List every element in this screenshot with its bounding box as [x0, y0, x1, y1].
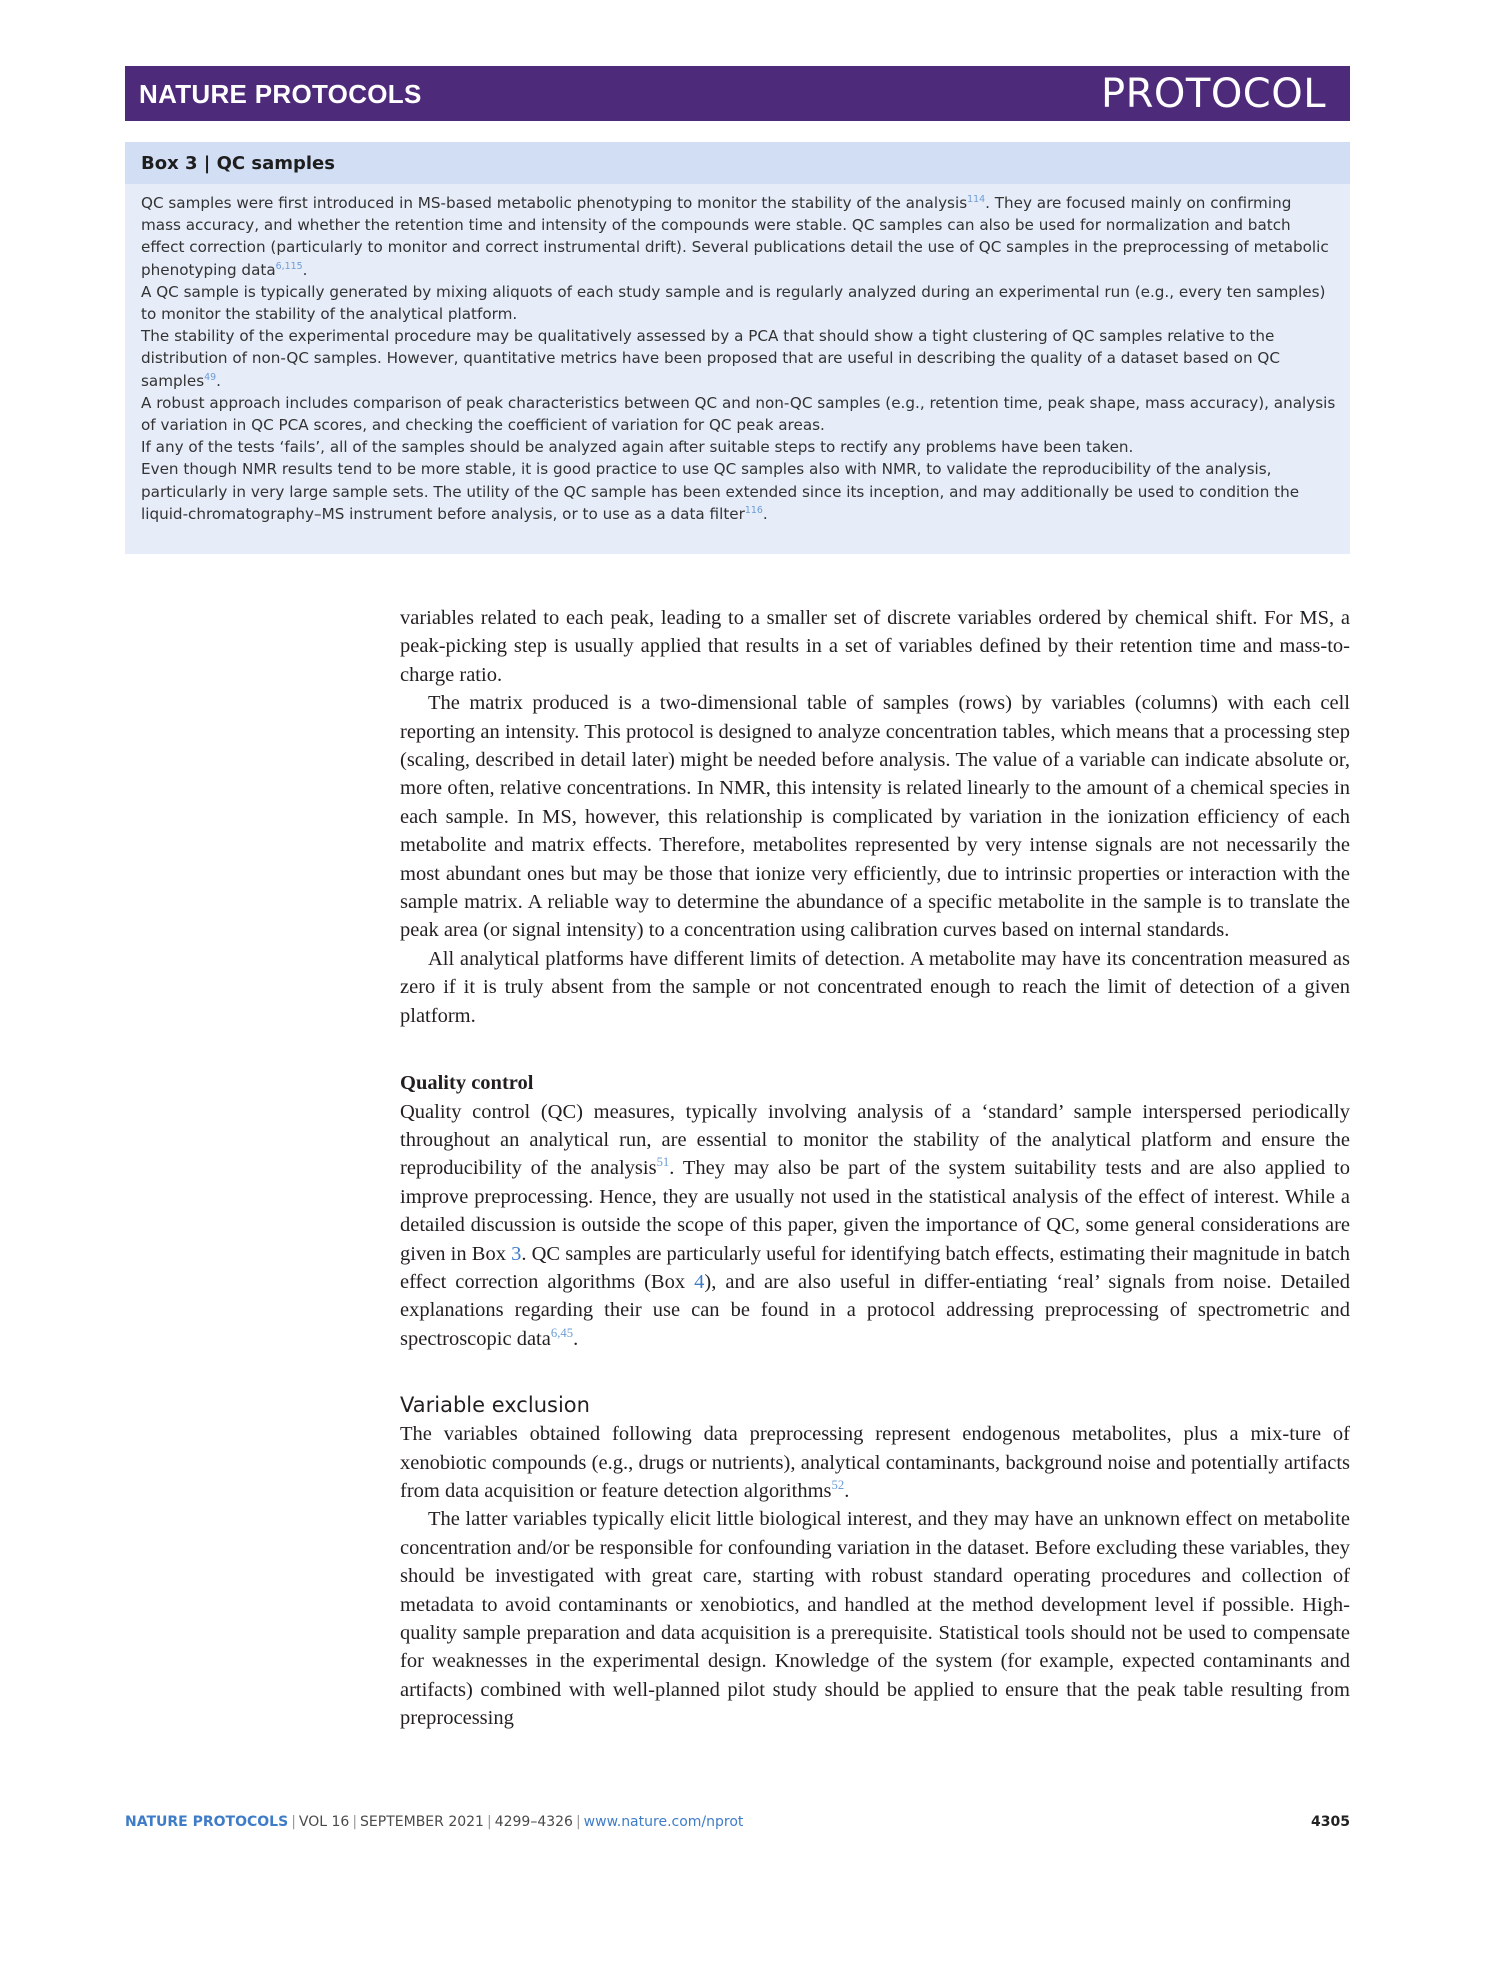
citation[interactable]: 51: [656, 1155, 670, 1170]
body-paragraph: variables related to each peak, leading to a smaller set of discrete variables ordered by chemical shift. For MS, a peak-picking step is usually applied that results in a set of variables defined by their retention time and mass-to-charge ratio.: [400, 607, 1350, 686]
citation[interactable]: 116: [744, 504, 763, 516]
citation[interactable]: 6,115: [275, 260, 303, 272]
footer-url-link[interactable]: www.nature.com/nprot: [583, 1814, 744, 1830]
footer-journal: NATURE PROTOCOLS: [125, 1814, 289, 1830]
page-number: 4305: [1311, 1814, 1350, 1830]
footer-date: SEPTEMBER 2021: [360, 1814, 484, 1830]
citation[interactable]: 6,45: [550, 1325, 574, 1340]
box-paragraph: QC samples were first introduced in MS-based metabolic phenotyping to monitor the stability of the analysis$^{114}$. They are focused mainly on confirming mass accuracy, and whether the retention time and intensity of the compounds were stable. QC samples can also be used for normalization and batch effect correction (particularly to monitor and correct instrumental drift). Several publications detail the use of QC samples in the preprocessing of metabolic phenotyping data$^{6,115}$.: [141, 193, 1329, 279]
box-3-link[interactable]: 3: [511, 1242, 522, 1265]
box-body: [125, 184, 1350, 525]
page-footer: NATURE PROTOCOLS | VOL 16 | SEPTEMBER 2021 | 4299–4326 | www.nature.com/nprot 4305: [125, 1814, 1350, 1830]
box-paragraph: A robust approach includes comparison of peak characteristics between QC and non-QC samples (e.g., retention time, peak shape, mass accuracy), analysis of variation in QC PCA scores, and checking the coefficient of variation for QC peak areas.: [141, 393, 1336, 435]
box-paragraph: Even though NMR results tend to be more stable, it is good practice to use QC samples also with NMR, to validate the reproducibility of the analysis, particularly in very large sample sets. The utility of the QC sample has been extended since its inception, and may additionally be used to condition the liquid-chromatography–MS instrument before analysis, or to use as a data filter$^{116}$.: [141, 460, 1300, 523]
box-paragraph: The stability of the experimental procedure may be qualitatively assessed by a PCA that should show a tight clustering of QC samples relative to the distribution of non-QC samples. However, quantitative metrics have been proposed that are useful in describing the quality of a dataset based on QC samples$^{49}$.: [141, 327, 1280, 390]
box-4-link[interactable]: 4: [694, 1270, 705, 1293]
citation[interactable]: 52: [831, 1477, 845, 1492]
box-paragraph: A QC sample is typically generated by mixing aliquots of each study sample and is regularly analyzed during an experimental run (e.g., every ten samples) to monitor the stability of the analytical platform.: [141, 282, 1326, 324]
journal-name: NATURE PROTOCOLS: [139, 79, 422, 109]
section-heading-variable-exclusion: Variable exclusion: [400, 1393, 590, 1418]
body-paragraph: Quality control (QC) measures, typically involving analysis of a ‘standard’ sample interspersed periodically throughout an analytical run, are essential to monitor the stability of the analytical platform and ensure the reproducibility of the analysis$^{51}$. They may also be part of the system suitability tests and are also applied to improve preprocessing. Hence, they are usually not used in the statistical analysis of the effect of interest. While a detailed discussion is outside the scope of this paper, given the importance of QC, some general considerations are given in Box 3. QC samples are particularly useful for identifying batch effects, estimating their magnitude in batch effect correction algorithms (Box 4), and are also useful in differ-entiating ‘real’ signals from noise. Detailed explanations regarding their use can be found in a protocol addressing preprocessing of spectrometric and spectroscopic data$^{6,45}$.: [400, 1100, 1351, 1350]
body-paragraph: The latter variables typically elicit little biological interest, and they may have an unknown effect on metabolite concentration and/or be responsible for confounding variation in the dataset. Before excluding these variables, they should be investigated with great care, starting with robust standard operating procedures and collection of metadata to avoid contaminants or xenobiotics, and handled at the method development level if possible. High-quality sample preparation and data acquisition is a prerequisite. Statistical tools should not be used to compensate for weaknesses in the experimental design. Knowledge of the system (for example, expected contaminants and artifacts) combined with well-planned pilot study should be applied to ensure that the peak table resulting from preprocessing: [400, 1508, 1350, 1730]
body-paragraph: The matrix produced is a two-dimensional table of samples (rows) by variables (columns) with each cell reporting an intensity. This protocol is designed to analyze concentration tables, which means that a processing step (scaling, described in detail later) might be needed before analysis. The value of a variable can indicate absolute or, more often, relative concentrations. In NMR, this intensity is related linearly to the amount of a chemical species in each sample. In MS, however, this relationship is complicated by variation in the ionization efficiency of each metabolite and matrix effects. Therefore, metabolites represented by very intense signals are not necessarily the most abundant ones but may be those that ionize very efficiently, due to intrinsic properties or interaction with the sample matrix. A reliable way to determine the abundance of a specific metabolite in the sample is to translate the peak area (or signal intensity) to a concentration using calibration curves based on internal standards.: [400, 692, 1350, 942]
box-paragraph: If any of the tests ‘fails’, all of the samples should be analyzed again after suitable steps to rectify any problems have been taken.: [141, 438, 1134, 457]
article-type: PROTOCOL: [1100, 71, 1326, 117]
citation[interactable]: 114: [967, 193, 986, 205]
footer-volume: VOL 16: [298, 1814, 350, 1830]
journal-header: [125, 66, 1350, 121]
citation[interactable]: 49: [204, 371, 217, 383]
box-title: Box 3 | QC samples: [125, 142, 1350, 184]
body-paragraph: All analytical platforms have different limits of detection. A metabolite may have its concentration measured as zero if it is truly absent from the sample or not concentrated enough to reach the limit of detection of a given platform.: [400, 947, 1350, 1027]
body-paragraph: The variables obtained following data preprocessing represent endogenous metabolites, plus a mix-ture of xenobiotic compounds (e.g., drugs or nutrients), analytical contaminants, background noise and potentially artifacts from data acquisition or feature detection algorithms$^{52}$.: [400, 1423, 1350, 1502]
footer-pages: 4299–4326: [494, 1814, 573, 1830]
main-text: [400, 604, 1350, 1733]
section-heading-quality-control: Quality control: [400, 1072, 534, 1095]
box-3-qc-samples: [125, 142, 1350, 554]
